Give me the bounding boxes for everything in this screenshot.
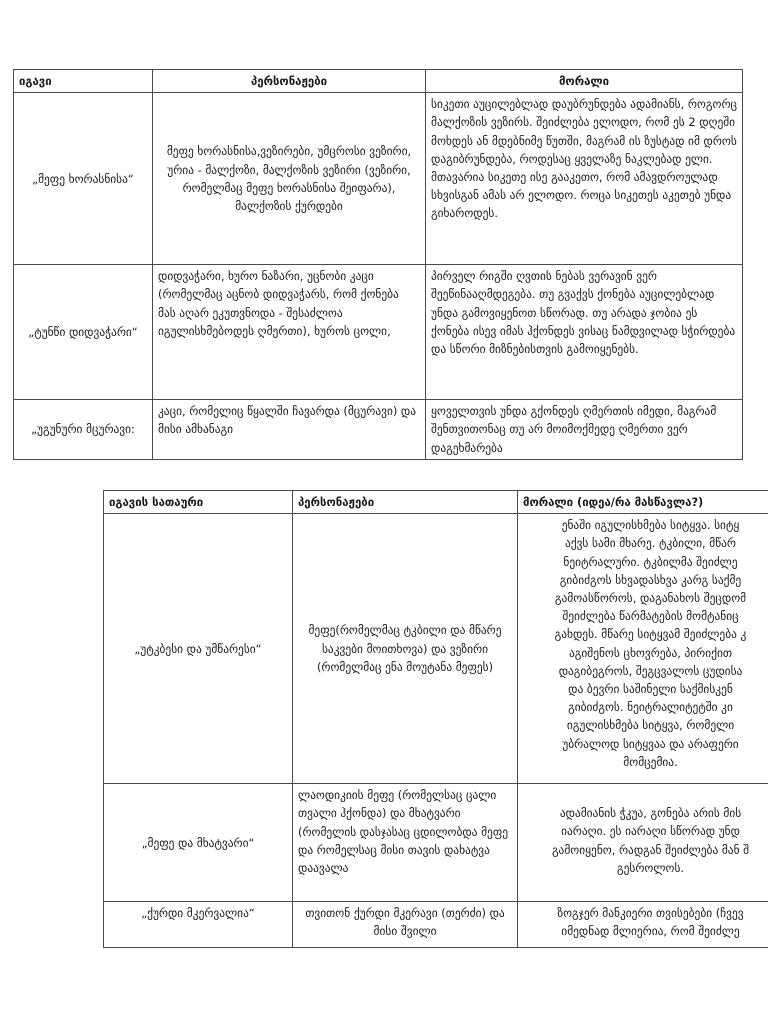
moral-line: გიბიძგოს სხვადასხვა კარგ საქმე [559, 572, 742, 587]
fable-characters: მეფე ხორასნისა,ვეზირები, უმცროსი ვეზირი, ურია - მალქოზი, მალქოზის ვეზირი (ვეზირი, რომელმაც მეფე ხორასნისა შეიფარა), მალქოზის ქურდები [153, 93, 426, 265]
moral-line: ენაში იგულისხმება სიტყვა. სიტყ [561, 518, 740, 533]
moral-line: იმედნად მლიერია, რომ შეიძლე [561, 924, 740, 939]
fable-title: „უგუნური მცურავი: [14, 400, 153, 460]
table-row [104, 902, 768, 948]
moral-line: გამოასწოროს, დაგანახოს შეცდომ [554, 591, 747, 606]
moral-line: აგიშენოს ცხოვრება, პირიქით [569, 645, 732, 660]
moral-line: ადამიანის ჭკუა, გონება არის მის [559, 806, 742, 821]
fable-title: „მეფე და მხატვარი“ [104, 784, 293, 902]
table-row [104, 784, 768, 902]
fable-moral [518, 902, 768, 948]
moral-line: აქვს სამი მხარე. ტკბილი, მწარ [564, 536, 737, 551]
moral-line: გახდეს. მწარე სიტყვამ შეიძლება კ [554, 627, 747, 642]
moral-line: იარაღი. ეს იარაღი სწორად უნდ [561, 824, 740, 839]
fable-title: „უტკბესი და უმწარესი“ [104, 514, 293, 784]
moral-line: და ბევრი საშინელი საქმისკენ [568, 682, 733, 697]
moral-line: გესროლოს. [616, 860, 685, 875]
moral-line: მომცემია. [623, 754, 678, 769]
fable-characters: ლაოდიკიის მეფე (რომელსაც ცალი თვალი ჰქონდა) და მხატვარი (რომელის დასჯასაც ცდილობდა მეფე და რომელსაც მისი თავის დახატვა დაავალა [293, 784, 518, 902]
moral-line: გიბიძგოს. ნეიტრალიტეტში კი [568, 700, 733, 715]
moral-line: შეიძლება წარმატების მომტანიც [562, 609, 739, 624]
fables-table-1 [13, 69, 743, 460]
fable-characters: მეფე(რომელმაც ტკბილი და მწარე საკვები მოითხოვა) და ვეზირი (რომელმაც ენა მოუტანა მეფეს) [293, 514, 518, 784]
table-row [14, 265, 743, 400]
moral-line: დაგიბეგროს, შეგცვალოს ცუდისა [558, 663, 743, 678]
fable-moral: პირველ რიგში ღვთის ნებას ვერავინ ვერ შეეწინააღმდეგება. თუ გვაქვს ქონება აუცილებლად უნდა გამოვიყენოთ სწორად. თუ არადა ჯობია ეს ქონება ისევ იმას ჰქონდეს ვისაც ნამდვილად სჭირდება და სწორი მიზნებისთვის გამოიყენებს. [426, 265, 743, 400]
fable-characters: თვითონ ქურდი მკერავი (თერძი) და მისი შვილი [293, 902, 518, 948]
header-characters: პერსონაჟები [293, 491, 518, 514]
fable-moral [518, 784, 768, 902]
table-row [14, 93, 743, 265]
header-fable: იგავი [14, 70, 153, 93]
fable-title: „ქურდი მკერვალია“ [104, 902, 293, 948]
fable-moral: ყოველთვის უნდა გქონდეს ღმერთის იმედი, მაგრამ შენთვითონაც თუ არ მოიმოქმედე ღმერთი ვერ დაგეხმარება [426, 400, 743, 460]
moral-line: გამოიყენო, რადგან შეიძლება მან შ [551, 842, 750, 857]
fable-characters: დიდვაჭარი, ხურო ნაზარი, უცნობი კაცი (რომელმაც აცნობ დიდვაჭარს, რომ ქონება მას აღარ ეკუთვნოდა - შესაძლოა იგულისხმებოდეს ღმერთი), ხუროს ცოლი, [153, 265, 426, 400]
table-row [14, 400, 743, 460]
moral-line: ნეიტრალური. ტკბილმა შეიძლე [563, 554, 738, 569]
fable-moral [518, 514, 768, 784]
table-row [104, 514, 768, 784]
header-moral-lesson: მორალი (იდეა/რა მასწავლა?) [518, 491, 768, 514]
moral-line: უბრალოდ სიტყვაა და არაფერი [562, 736, 739, 751]
moral-line: იგულისხმება სიტყვა, რომელი [566, 718, 735, 733]
moral-line: ზოგჯერ მანკიერი თვისებები (ჩვევ [557, 906, 744, 921]
fable-moral: სიკეთი აუცილებლად დაუბრუნდება ადამიანს, როგორც მალქოზის ვეზირს. შეიძლება ელოდო, რომ ეს 2 დღეში მოხდეს ან მდებნიმე წუთში, მაგრამ ის ზუსტად იმ დროს დაგიბრუნდება, როდესაც ყველაზე ნაკლებად ელი. მთავარია სიკეთე ისე გააკეთო, რომ ამავდროულად სხვისგან ამას არ ელოდო. როცა სიკეთეს აკეთებ უნდა გიხაროდეს. [426, 93, 743, 265]
header-characters: პერსონაჟები [153, 70, 426, 93]
header-moral: მორალი [426, 70, 743, 93]
fables-table-2 [103, 490, 768, 948]
fable-title: „ტუნწი დიდვაჭარი“ [14, 265, 153, 400]
fable-characters: კაცი, რომელიც წყალში ჩავარდა (მცურავი) და მისი ამხანაგი [153, 400, 426, 460]
header-fable-title: იგავის სათაური [104, 491, 293, 514]
fable-title: „მეფე ხორასნისა“ [14, 93, 153, 265]
